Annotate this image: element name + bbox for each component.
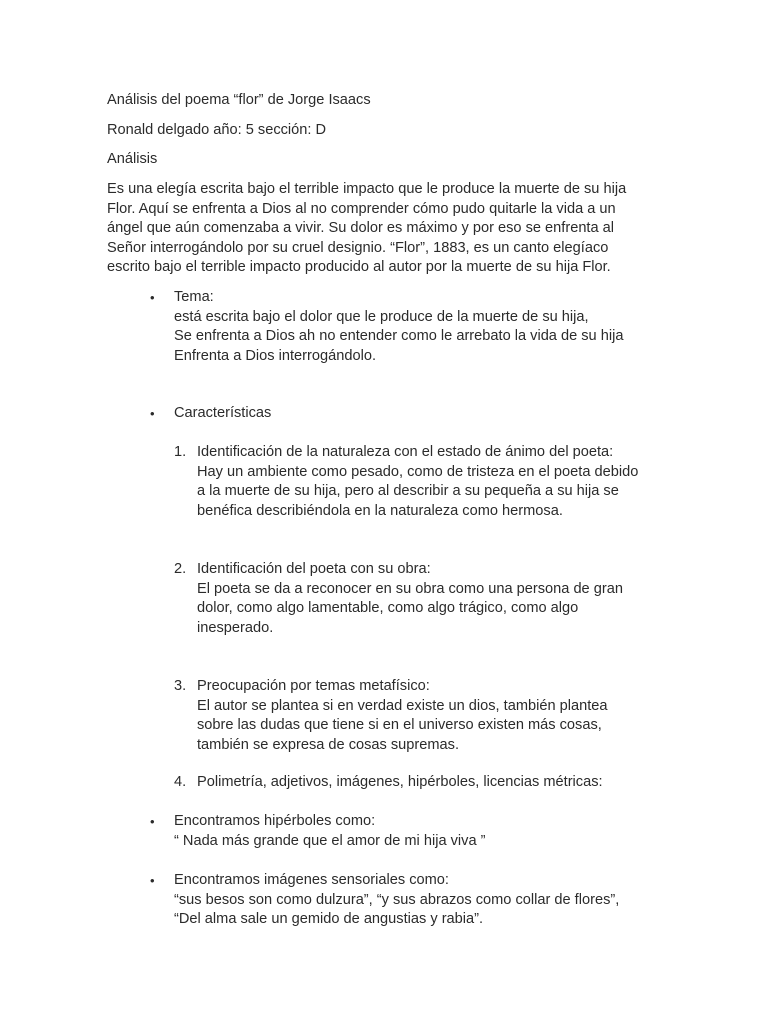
imagenes-line: “Del alma sale un gemido de angustias y rabia”.	[174, 911, 484, 927]
item-line: sobre las dudas que tiene si en el universo existen más cosas,	[197, 717, 602, 733]
intro-paragraph	[107, 180, 667, 278]
item-line: Hay un ambiente como pesado, como de tristeza en el poeta debido	[197, 463, 639, 480]
tema-line: está escrita bajo el dolor que le produce de la muerte de su hija,	[174, 308, 589, 325]
bullet-marker: •	[150, 873, 155, 888]
intro-line: Es una elegía escrita bajo el terrible impacto que le produce la muerte de su hija	[107, 181, 627, 197]
list-item	[197, 773, 667, 793]
hiperboles-label: Encontramos hipérboles como:	[174, 813, 376, 829]
imagenes-line: “sus besos son como dulzura”, “y sus abrazos como collar de flores”,	[174, 891, 620, 908]
item-line: Identificación de la naturaleza con el estado de ánimo del poeta:	[197, 444, 614, 460]
item-line: inesperado.	[197, 619, 274, 636]
caracteristicas-label: Características	[174, 405, 272, 421]
item-line: dolor, como algo lamentable, como algo trágico, como algo	[197, 600, 579, 616]
item-line: Preocupación por temas metafísico:	[197, 678, 430, 694]
item-line: a la muerte de su hija, pero al describir a su pequeña a su hija se	[197, 483, 619, 499]
imagenes-section	[174, 871, 654, 930]
hiperboles-line: “ Nada más grande que el amor de mi hija viva ”	[174, 832, 486, 849]
item-line: El autor se plantea si en verdad existe un dios, también plantea	[197, 697, 608, 714]
list-item	[197, 677, 667, 755]
tema-line: Se enfrenta a Dios ah no entender como le arrebato la vida de su hija	[174, 328, 624, 344]
item-line: Identificación del poeta con su obra:	[197, 561, 431, 577]
item-line: Polimetría, adjetivos, imágenes, hipérboles, licencias métricas:	[197, 774, 603, 790]
list-number: 3.	[174, 678, 187, 694]
hiperboles-section	[174, 812, 654, 851]
document-title: Análisis del poema “flor” de Jorge Isaacs	[107, 92, 371, 108]
tema-label: Tema:	[174, 289, 214, 305]
list-number: 4.	[174, 774, 187, 790]
bullet-marker: •	[150, 406, 155, 421]
list-item	[197, 443, 667, 521]
intro-line: Señor interrogándolo por su cruel designio. “Flor”, 1883, es un canto elegíaco	[107, 239, 609, 256]
item-line: también se expresa de cosas supremas.	[197, 736, 460, 753]
item-line: benéfica describiéndola en la naturaleza como hermosa.	[197, 502, 563, 519]
imagenes-label: Encontramos imágenes sensoriales como:	[174, 872, 449, 888]
bullet-marker: •	[150, 814, 155, 829]
item-line: El poeta se da a reconocer en su obra como una persona de gran	[197, 580, 623, 597]
list-number: 1.	[174, 444, 187, 460]
list-item	[197, 560, 667, 638]
bullet-marker: •	[150, 290, 155, 305]
section-heading: Análisis	[107, 151, 158, 167]
tema-section	[174, 288, 654, 366]
intro-line: escrito bajo el terrible impacto producido al autor por la muerte de su hija Flor.	[107, 259, 611, 275]
author-line: Ronald delgado año: 5 sección: D	[107, 122, 327, 138]
tema-line: Enfrenta a Dios interrogándolo.	[174, 347, 377, 364]
intro-line: Flor. Aquí se enfrenta a Dios al no comprender cómo pudo quitarle la vida a un	[107, 200, 616, 217]
list-number: 2.	[174, 561, 187, 577]
intro-line: ángel que aún comenzaba a vivir. Su dolor es máximo y por eso se enfrenta al	[107, 220, 615, 236]
